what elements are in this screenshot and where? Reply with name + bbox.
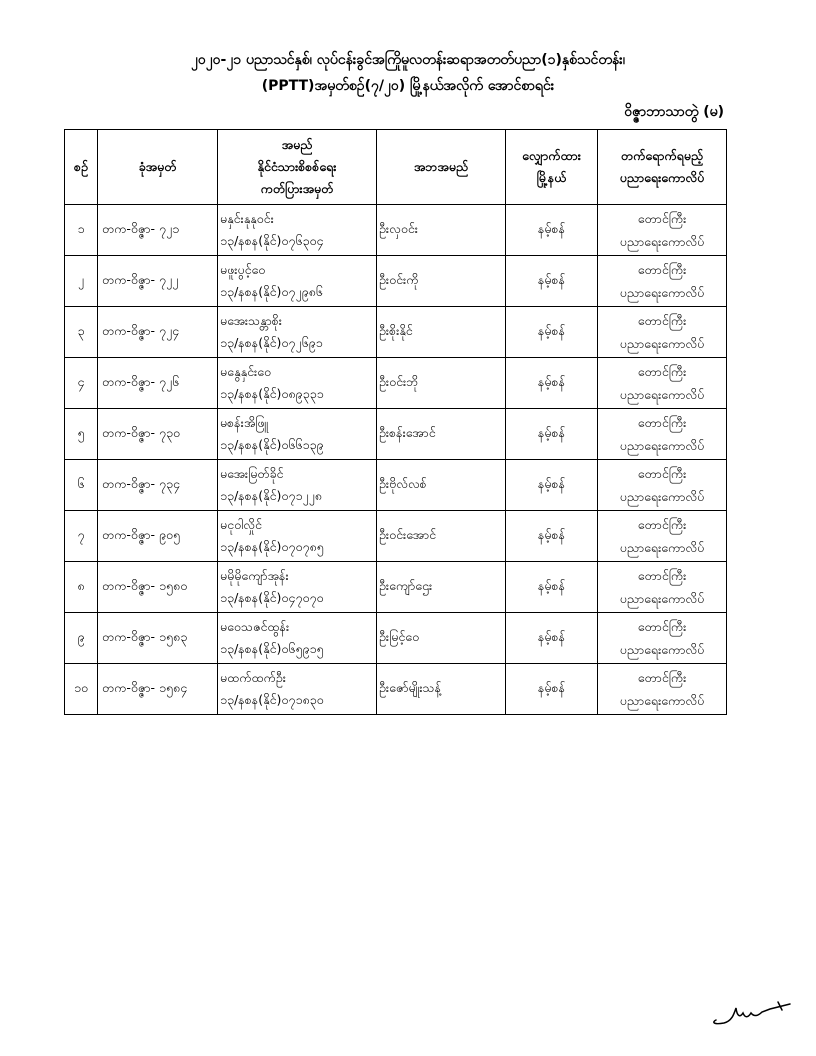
cell-school-line2: ပညာရေးကောလိပ် <box>619 438 705 453</box>
cell-school <box>598 664 727 715</box>
cell-no: ၁၀ <box>65 664 98 715</box>
cell-roll: တက-ဝိဇ္ဇာ- ၇၂၂ <box>98 256 218 307</box>
cell-roll: တက-ဝိဇ္ဇာ- ၇၂၄ <box>98 307 218 358</box>
cell-school <box>598 307 727 358</box>
cell-no: ၄ <box>65 358 98 409</box>
cell-school-line1: တောင်ကြီး <box>637 415 687 430</box>
cell-father: ဦးကျော်ဌေး <box>377 562 506 613</box>
cell-nrc-text: ၁၃/နစန(နိုင်)၀၇၀၇၈၅ <box>220 539 324 554</box>
table-row <box>65 256 727 307</box>
table-row <box>65 613 727 664</box>
cell-school-line2: ပညာရေးကောလိပ် <box>619 285 705 300</box>
cell-father: ဦးဇော်မျိုးသန့် <box>377 664 506 715</box>
cell-father: ဦးလှဝင်း <box>377 205 506 256</box>
cell-father: ဦးမြင့်ဝေ <box>377 613 506 664</box>
cell-school-line1: တောင်ကြီး <box>637 517 687 532</box>
cell-name-text: မမိုမိုကျော်အုန်း <box>220 568 289 583</box>
cell-father: ဦးဝင်းအောင် <box>377 511 506 562</box>
table-row <box>65 562 727 613</box>
signature-icon <box>710 996 795 1026</box>
cell-roll: တက-ဝိဇ္ဇာ- ၇၃၄ <box>98 460 218 511</box>
cell-father: ဦးဝင်းကို <box>377 256 506 307</box>
results-table <box>64 129 727 715</box>
cell-school-line2: ပညာရေးကောလိပ် <box>619 642 705 657</box>
cell-no: ၁ <box>65 205 98 256</box>
cell-name <box>218 613 377 664</box>
cell-name-text: မဖူးပွင့်ဝေ <box>220 262 266 277</box>
cell-name <box>218 409 377 460</box>
cell-township: နမ့်စန် <box>506 613 598 664</box>
cell-school <box>598 205 727 256</box>
table-row <box>65 205 727 256</box>
cell-township: နမ့်စန် <box>506 307 598 358</box>
cell-township: နမ့်စန် <box>506 460 598 511</box>
cell-township: နမ့်စန် <box>506 358 598 409</box>
cell-school <box>598 256 727 307</box>
header-school <box>598 130 727 205</box>
header-father: အဘအမည် <box>377 130 506 205</box>
header-school-line1: တက်ရောက်ရမည့် <box>620 148 704 163</box>
cell-name-text: မနှင်းနုနုဝင်း <box>220 211 274 226</box>
cell-name <box>218 562 377 613</box>
cell-nrc-text: ၁၃/နစန(နိုင်)၀၇၂၆၉၁ <box>220 335 323 350</box>
cell-school-line2: ပညာရေးကောလိပ် <box>619 693 705 708</box>
cell-nrc-text: ၁၃/နစန(နိုင်)၀၆၆၁၃၉ <box>220 437 324 452</box>
cell-township: နမ့်စန် <box>506 256 598 307</box>
cell-name <box>218 256 377 307</box>
cell-nrc-text: ၁၃/နစန(နိုင်)၀၇၂၉၈၆ <box>220 284 323 299</box>
cell-roll: တက-ဝိဇ္ဇာ- ၉၀၅ <box>98 511 218 562</box>
cell-nrc-text: ၁၃/နစန(နိုင်)၀၈၉၃၃၁ <box>220 386 324 401</box>
cell-name <box>218 205 377 256</box>
document-title-line2: (PPTT)အမှတ်စဉ်(၇/၂၀) မြို့နယ်အလိုက် အောင်စာရင်း <box>261 78 555 94</box>
cell-name-text: မအေးမြတ်ခိုင် <box>220 466 284 481</box>
cell-name-text: မငုဝါလှိုင် <box>220 517 262 532</box>
table-row <box>65 664 727 715</box>
cell-school-line1: တောင်ကြီး <box>637 670 687 685</box>
cell-school-line1: တောင်ကြီး <box>637 211 687 226</box>
cell-school <box>598 562 727 613</box>
cell-township: နမ့်စန် <box>506 409 598 460</box>
table-header-row <box>65 130 727 205</box>
cell-school-line1: တောင်ကြီး <box>637 313 687 328</box>
cell-father: ဦးဗိုလ်လစ် <box>377 460 506 511</box>
cell-name-text: မဝေသဇင်ထွန်း <box>220 619 290 634</box>
cell-nrc-text: ၁၃/နစန(နိုင်)၀၄၇၀၇၀ <box>220 590 324 605</box>
header-name-line3: ကတ်ပြားအမှတ် <box>260 181 334 196</box>
cell-name-text: မထက်ထက်ဦး <box>220 670 286 685</box>
header-roll: ခုံအမှတ် <box>98 130 218 205</box>
table-row <box>65 460 727 511</box>
header-name-line2: နိုင်ငံသားစိစစ်ရေး <box>257 159 337 174</box>
cell-roll: တက-ဝိဇ္ဇာ- ၁၅၈၄ <box>98 664 218 715</box>
cell-township: နမ့်စန် <box>506 511 598 562</box>
cell-school-line1: တောင်ကြီး <box>637 262 687 277</box>
header-no: စဉ် <box>65 130 98 205</box>
cell-school-line1: တောင်ကြီး <box>637 619 687 634</box>
cell-school <box>598 358 727 409</box>
cell-school-line1: တောင်ကြီး <box>637 568 687 583</box>
cell-no: ၅ <box>65 409 98 460</box>
cell-township: နမ့်စန် <box>506 205 598 256</box>
cell-nrc-text: ၁၃/နစန(နိုင်)၀၇၁၈၃၀ <box>220 692 324 707</box>
header-name <box>218 130 377 205</box>
cell-school <box>598 460 727 511</box>
header-township-line2: မြို့နယ် <box>536 170 567 185</box>
cell-roll: တက-ဝိဇ္ဇာ- ၇၂၆ <box>98 358 218 409</box>
cell-nrc-text: ၁၃/နစန(နိုင်)၀၇၁၂၂၈ <box>220 488 322 503</box>
cell-roll: တက-ဝိဇ္ဇာ- ၁၅၈၃ <box>98 613 218 664</box>
cell-school-line2: ပညာရေးကောလိပ် <box>619 336 705 351</box>
cell-nrc-text: ၁၃/နစန(နိုင်)၀၆၅၉၁၅ <box>220 641 324 656</box>
cell-no: ၉ <box>65 613 98 664</box>
cell-school-line2: ပညာရေးကောလိပ် <box>619 489 705 504</box>
cell-name <box>218 460 377 511</box>
cell-school <box>598 613 727 664</box>
header-school-line2: ပညာရေးကောလိပ် <box>619 170 705 185</box>
cell-name-text: မအေးသန္တာစိုး <box>220 313 282 328</box>
document-title-line1: ၂၀၂၀-၂၁ ပညာသင်နှစ်၊ လုပ်ငန်းခွင်အကြိုမူလတန်းဆရာအတတ်ပညာ(၁)နှစ်သင်တန်း၊ <box>191 52 625 68</box>
cell-school-line2: ပညာရေးကောလိပ် <box>619 387 705 402</box>
cell-no: ၃ <box>65 307 98 358</box>
cell-school-line2: ပညာရေးကောလိပ် <box>619 540 705 555</box>
cell-no: ၆ <box>65 460 98 511</box>
cell-name <box>218 358 377 409</box>
cell-school-line1: တောင်ကြီး <box>637 364 687 379</box>
cell-school <box>598 511 727 562</box>
cell-name <box>218 307 377 358</box>
cell-no: ၈ <box>65 562 98 613</box>
cell-no: ၇ <box>65 511 98 562</box>
cell-roll: တက-ဝိဇ္ဇာ- ၇၂၁ <box>98 205 218 256</box>
cell-school-line2: ပညာရေးကောလိပ် <box>619 234 705 249</box>
cell-nrc-text: ၁၃/နစန(နိုင်)၀၇၆၃၀၄ <box>220 233 324 248</box>
cell-no: ၂ <box>65 256 98 307</box>
header-name-line1: အမည် <box>281 137 313 152</box>
table-row <box>65 358 727 409</box>
table-row <box>65 409 727 460</box>
cell-father: ဦးဝင်းဘို <box>377 358 506 409</box>
cell-school <box>598 409 727 460</box>
cell-township: နမ့်စန် <box>506 562 598 613</box>
cell-name-text: မစန်းအိဖြူ <box>220 415 269 430</box>
cell-roll: တက-ဝိဇ္ဇာ- ၇၃၀ <box>98 409 218 460</box>
cell-name-text: မနွေနှင်းဝေ <box>220 364 272 379</box>
header-township-line1: လျှောက်ထား <box>522 148 581 163</box>
table-row <box>65 307 727 358</box>
cell-roll: တက-ဝိဇ္ဇာ- ၁၅၈၀ <box>98 562 218 613</box>
cell-school-line1: တောင်ကြီး <box>637 466 687 481</box>
table-row <box>65 511 727 562</box>
cell-father: ဦးစိုးနိုင် <box>377 307 506 358</box>
cell-name <box>218 664 377 715</box>
cell-name <box>218 511 377 562</box>
cell-father: ဦးစန်းအောင် <box>377 409 506 460</box>
header-township <box>506 130 598 205</box>
subject-label: ဝိဇ္ဇာဘာသာတွဲ (မ) <box>624 104 724 120</box>
cell-township: နမ့်စန် <box>506 664 598 715</box>
cell-school-line2: ပညာရေးကောလိပ် <box>619 591 705 606</box>
